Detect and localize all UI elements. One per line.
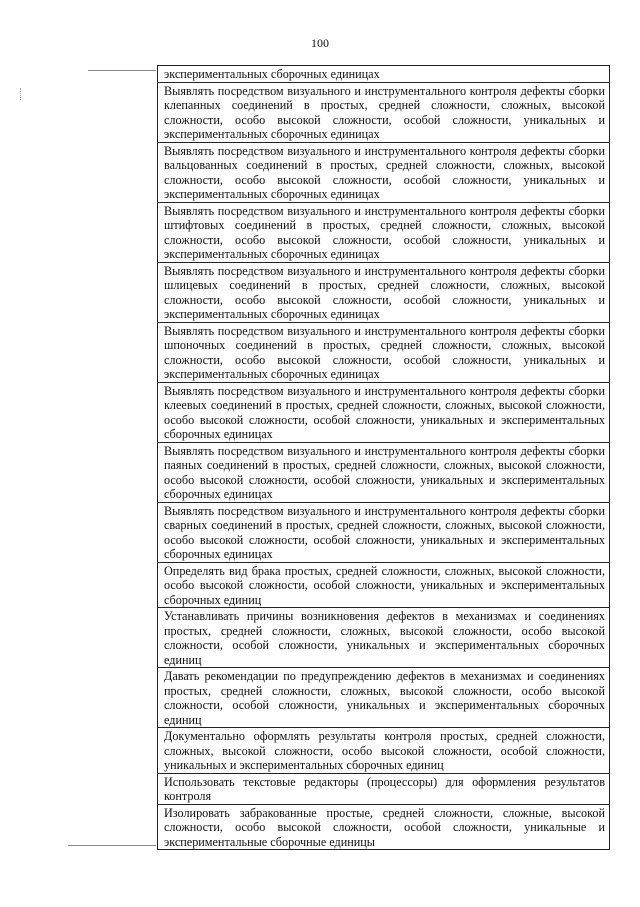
page-number: 100: [311, 36, 329, 50]
left-column-rule-bottom: [68, 845, 156, 846]
table-cell: экспериментальных сборочных единицах: [158, 65, 609, 82]
table-cell: Изолировать забракованные простые, средней сложности, сложные, высокой сложности, особо высокой сложности, особой сложности, уникальные и экспериментальные сборочные единицы: [158, 804, 609, 850]
table-cell: Выявлять посредством визуального и инструментального контроля дефекты сборки клепанных соединений в простых, средней сложности, сложных, высокой сложности, особо высокой сложности, особой сложности, уникальных и экспериментальных сборочных единицах: [158, 82, 609, 142]
table-cell: Выявлять посредством визуального и инструментального контроля дефекты сборки сварных соединений в простых, средней сложности, сложных, высокой сложности, особо высокой сложности, особой сложности, уникальных и экспериментальных сборочных единицах: [158, 502, 609, 562]
table-cell: Выявлять посредством визуального и инструментального контроля дефекты сборки клеевых соединений в простых, средней сложности, сложных, высокой сложности, особо высокой сложности, особой сложности, уникальных и экспериментальных сборочных единицах: [158, 382, 609, 442]
table-cell: Использовать текстовые редакторы (процессоры) для оформления результатов контроля: [158, 773, 609, 804]
table-cell: Выявлять посредством визуального и инструментального контроля дефекты сборки штифтовых соединений в простых, средней сложности, сложных, высокой сложности, особо высокой сложности, особой сложности, уникальных и экспериментальных сборочных единицах: [158, 202, 609, 262]
table-cell: Определять вид брака простых, средней сложности, сложных, высокой сложности, особо высокой сложности, особой сложности, уникальных и экспериментальных сборочных единиц: [158, 562, 609, 608]
table-cell: Устанавливать причины возникновения дефектов в механизмах и соединениях простых, средней сложности, сложных, высокой сложности, особо высокой сложности, особой сложности, уникальных и экспериментальных сборочных единиц: [158, 607, 609, 667]
skills-table: [157, 65, 610, 850]
table-cell: Давать рекомендации по предупреждению дефектов в механизмах и соединениях простых, средней сложности, сложных, высокой сложности, особо высокой сложности, особой сложности, уникальных и экспериментальных сборочных единиц: [158, 667, 609, 727]
table-cell: Выявлять посредством визуального и инструментального контроля дефекты сборки паяных соединений в простых, средней сложности, сложных, высокой сложности, особо высокой сложности, особой сложности, уникальных и экспериментальных сборочных единицах: [158, 442, 609, 502]
table-cell: Выявлять посредством визуального и инструментального контроля дефекты сборки шпоночных соединений в простых, средней сложности, сложных, высокой сложности, особо высокой сложности, особой сложности, уникальных и экспериментальных сборочных единицах: [158, 322, 609, 382]
table-cell: Выявлять посредством визуального и инструментального контроля дефекты сборки вальцованных соединений в простых, средней сложности, сложных, высокой сложности, особо высокой сложности, особой сложности, уникальных и экспериментальных сборочных единицах: [158, 142, 609, 202]
table-cell: Документально оформлять результаты контроля простых, средней сложности, сложных, высокой сложности, особо высокой сложности, особой сложности, уникальных и экспериментальных сборочных единиц: [158, 727, 609, 773]
table-cell: Выявлять посредством визуального и инструментального контроля дефекты сборки шлицевых соединений в простых, средней сложности, сложных, высокой сложности, особо высокой сложности, особой сложности, уникальных и экспериментальных сборочных единицах: [158, 262, 609, 322]
left-column-rule: [88, 70, 156, 71]
margin-mark: [20, 88, 23, 100]
